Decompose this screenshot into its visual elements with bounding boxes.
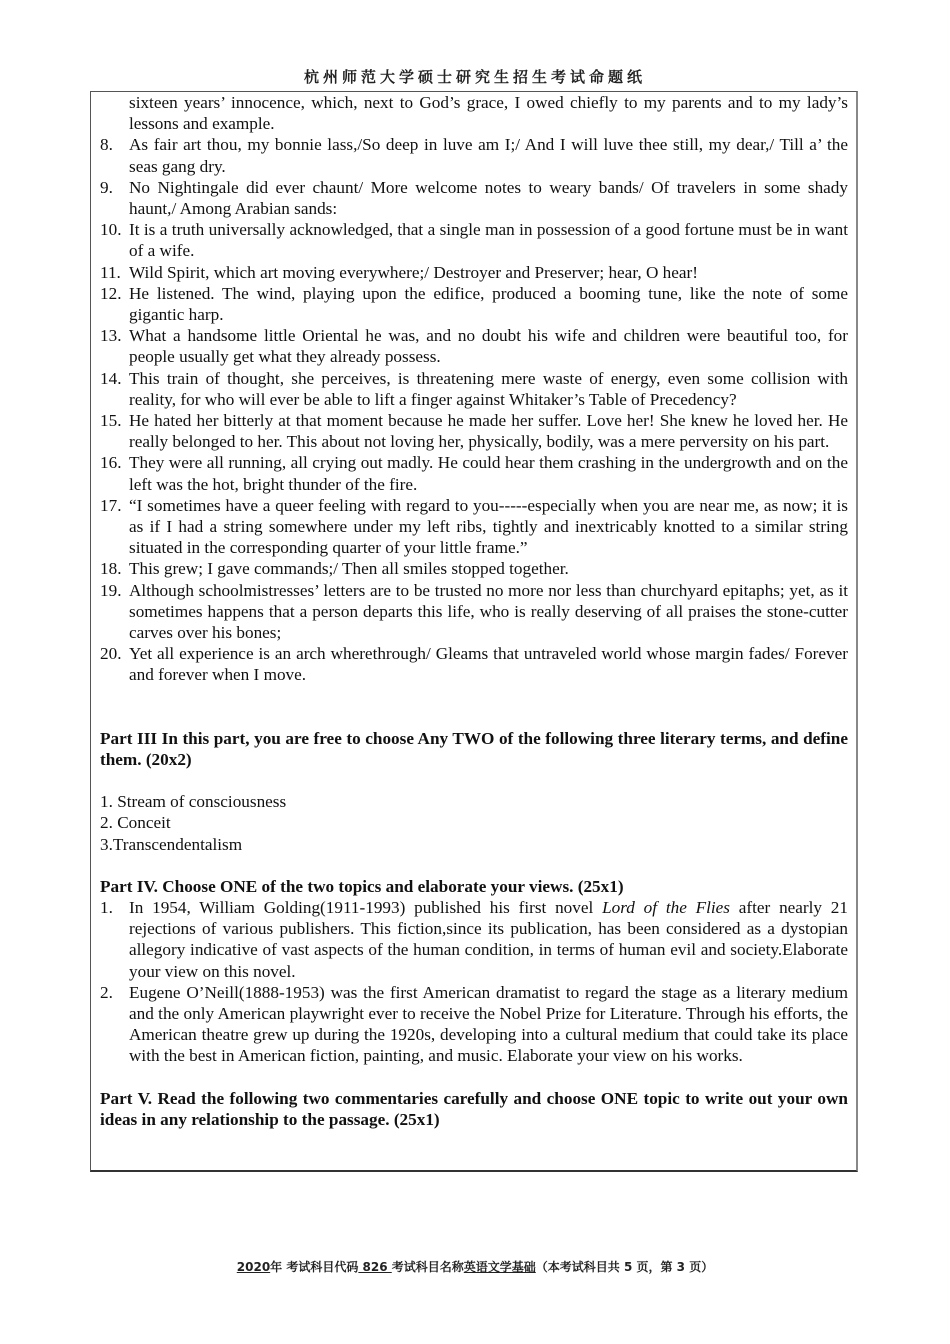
item-number: 8.: [100, 135, 113, 155]
item-text: He listened. The wind, playing upon the edifice, produced a booming tune, like the note of some gigantic harp.: [129, 283, 848, 325]
exam-footer: [0, 1258, 950, 1275]
part2-item: [100, 643, 848, 685]
item-text: Although schoolmistresses’ letters are to be trusted no more nor less than churchyard epitaphs; yet, as it sometimes happens that a person departs this life, who is really deserving of all praises the stone-cutter carves over his bones;: [129, 580, 848, 643]
part4-topic-1: [100, 897, 848, 982]
subject-name-label: 考试科目名称: [391, 1260, 464, 1274]
item-number: 10.: [100, 220, 122, 240]
part2-item: [100, 134, 848, 176]
item-number: 19.: [100, 580, 122, 600]
exam-content-box: [90, 91, 858, 1172]
part3-term-3: 3.Transcendentalism: [100, 834, 243, 854]
topic-number: 2.: [100, 982, 113, 1002]
item-number: 12.: [100, 283, 122, 303]
part4-heading: Part IV. Choose ONE of the two topics and elaborate your views. (25x1): [100, 876, 624, 896]
topic-number: 1.: [100, 897, 113, 917]
item-text: Yet all experience is an arch wherethrough/ Gleams that untraveled world whose margin fades/ Forever and forever when I move.: [129, 644, 848, 685]
part2-item: [100, 368, 848, 410]
item-text: As fair art thou, my bonnie lass,/So deep in luve am I;/ And I will luve thee still, my dear,/ Till a’ the seas gang dry.: [129, 135, 848, 176]
item-number: 13.: [100, 326, 122, 346]
item-number: 11.: [100, 262, 121, 282]
item-text: It is a truth universally acknowledged, that a single man in possession of a good fortune must be in want of a wife.: [129, 220, 848, 261]
topic-text-part: after nearly 21 rejections of various publishers. This fiction,since its publication, has been considered as a dystopian allegory indicative of vast aspects of the human condition, in terms of human evil and society.Elaborate your view on this novel.: [129, 897, 848, 981]
subject-name: 英语文学基础: [463, 1260, 536, 1274]
item-text: This grew; I gave commands;/ Then all smiles stopped together.: [129, 559, 569, 579]
item-number: 14.: [100, 368, 122, 388]
item-number: 16.: [100, 453, 122, 473]
item-number: 18.: [100, 559, 122, 579]
item-text: Wild Spirit, which art moving everywhere;/ Destroyer and Preserver; hear, O hear!: [129, 262, 698, 282]
exam-paper-header: 杭州师范大学硕士研究生招生考试命题纸: [303, 68, 646, 86]
part3-term-2: 2. Conceit: [100, 813, 171, 833]
novel-title: Lord of the Flies: [602, 897, 730, 917]
item-number: 15.: [100, 411, 122, 431]
topic-text-part: In 1954, William Golding(1911-1993) published his first novel: [129, 897, 603, 917]
exam-content: [100, 92, 848, 1130]
item-number: 20.: [100, 644, 122, 664]
part2-item: [100, 262, 848, 283]
item-text: What a handsome little Oriental he was, and no doubt his wife and children were beautiful too, for people usually get what they already possess.: [129, 326, 848, 367]
part2-items-list: [100, 134, 848, 685]
item-text: They were all running, all crying out madly. He could hear them crashing in the undergrowth and on the left was the hot, bright thunder of the fire.: [129, 453, 848, 494]
part2-item: [100, 283, 848, 325]
exam-year: 2020: [236, 1260, 271, 1274]
item-text: This train of thought, she perceives, is threatening mere waste of energy, even some collision with reality, for who will ever be able to lift a finger against Whitaker’s Table of Precedency?: [129, 368, 848, 409]
item-text: He hated her bitterly at that moment because he made her suffer. Love her! She knew he loved her. He really belonged to her. This about not loving her, physically, bodily, was a mere perversity on his part.: [129, 411, 848, 452]
part4-topic-2: [100, 982, 848, 1067]
item-text: “I sometimes have a queer feeling with regard to you-----especially when you are near me, as now; it is as if I had a string somewhere under my left ribs, tightly and inextricably knotted to a similar string situated in the corresponding quarter of your little frame.”: [129, 495, 848, 558]
part2-item: [100, 452, 848, 494]
topic-text: [129, 897, 848, 982]
part3-heading: Part III In this part, you are free to choose Any TWO of the following three literary terms, and define them. (20x2): [100, 728, 848, 769]
part2-item: [100, 580, 848, 644]
page-info: （本考试科目共 5 页，第 3 页）: [535, 1260, 714, 1274]
code-label: 年 考试科目代码: [270, 1260, 359, 1274]
item-number: 17.: [100, 495, 122, 515]
item-text: No Nightingale did ever chaunt/ More welcome notes to weary bands/ Of travelers in some shady haunt,/ Among Arabian sands:: [129, 177, 848, 219]
part2-item: [100, 219, 848, 261]
part2-item: [100, 410, 848, 452]
part5-heading: Part V. Read the following two commentaries carefully and choose ONE topic to write out your own ideas in any relationship to the passage. (25x1): [100, 1088, 848, 1129]
part2-item: [100, 177, 848, 219]
part3-term-1: 1. Stream of consciousness: [100, 792, 287, 812]
part2-item: [100, 325, 848, 367]
part2-item: [100, 558, 848, 579]
item-number: 9.: [100, 177, 113, 197]
part2-item: [100, 495, 848, 559]
topic-text: Eugene O’Neill(1888-1953) was the first American dramatist to regard the stage as a literary medium and the only American playwright ever to receive the Nobel Prize for Literature. Through his efforts, the American theatre grew up during the 1920s, developing into a cultural medium that could take its place with the best in American fiction, painting, and music. Elaborate your view on his works.: [129, 982, 848, 1066]
continued-passage: sixteen years’ innocence, which, next to God’s grace, I owed chiefly to my parents and to my lady’s lessons and example.: [129, 93, 848, 134]
subject-code: 826: [358, 1260, 392, 1274]
